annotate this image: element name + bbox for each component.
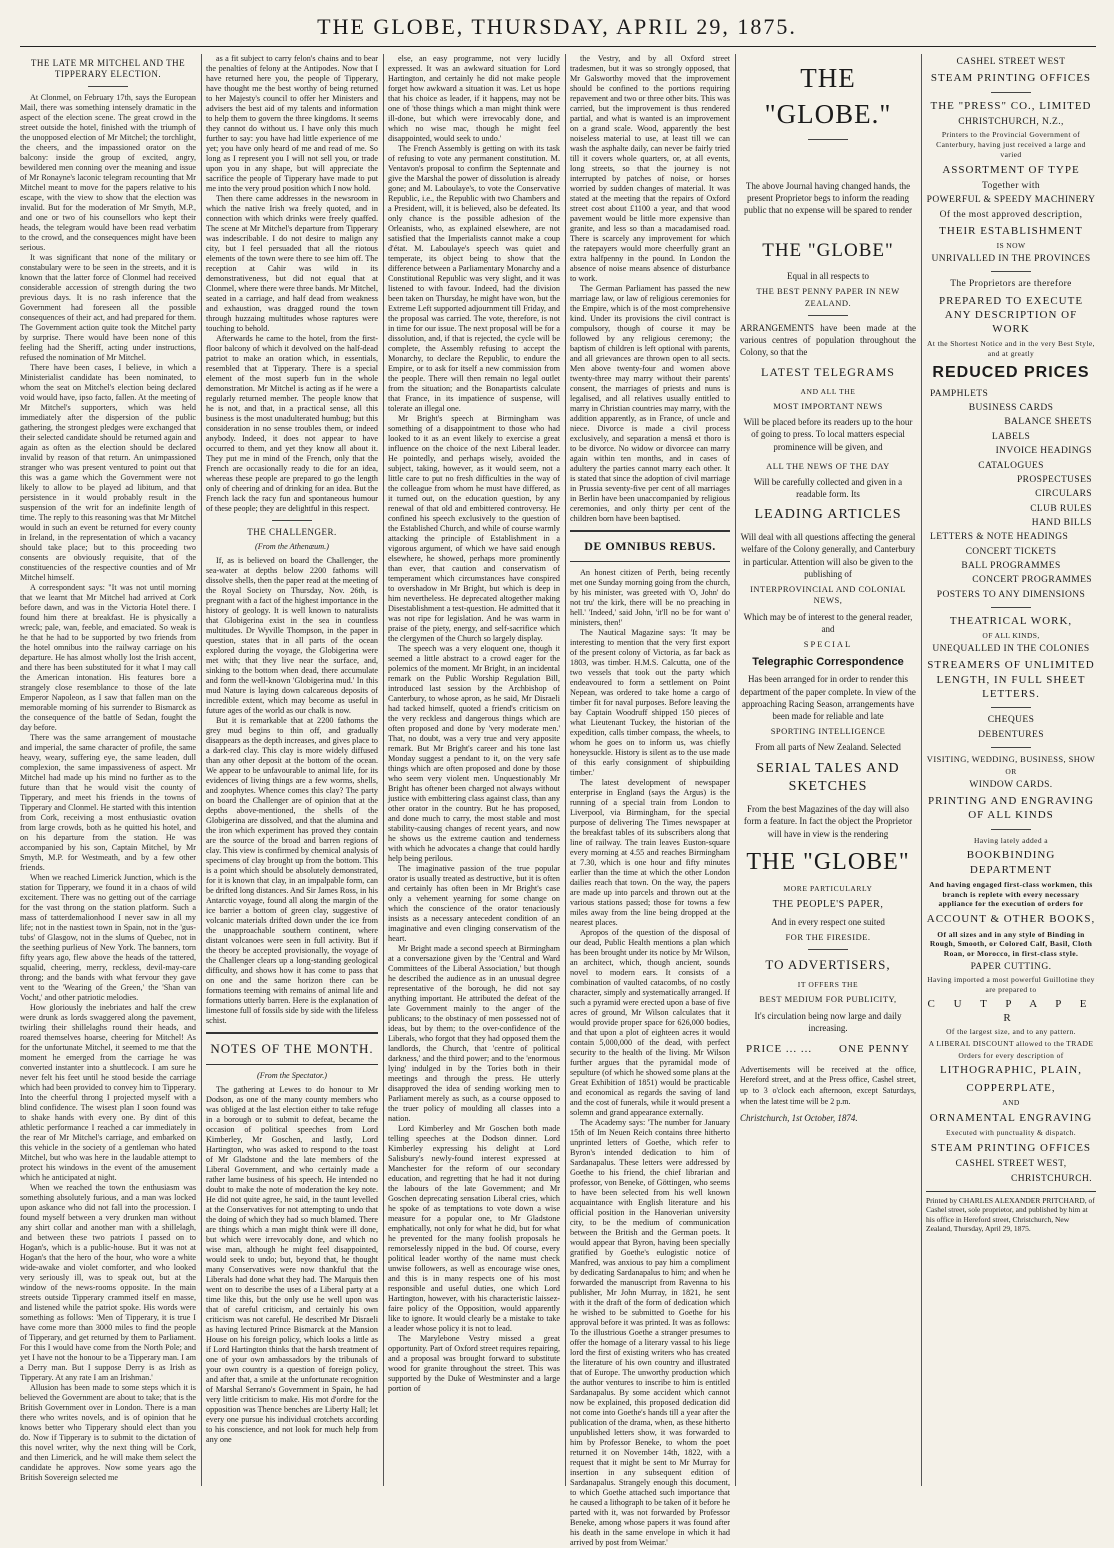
respect-text: And in every respect one suited — [771, 916, 885, 927]
title-rule — [88, 86, 128, 87]
and-text: AND — [1002, 1098, 1020, 1108]
magazines-text: From the best Magazines of the day will also form a feature. In fact the object the Proprietor will have in view is the rendering — [743, 804, 913, 839]
paragraph: At Clonmel, on February 17th, says the European Mail, there was something intensely dramatic in the aspect of the election scene. The great crowd in the street outside the hotel, finished with the triumph of the unopposed election of Mr Mitchel; the torchlight, the cheers, and the impassioned orator on the balcony: inside the group of excited, angry, bewildered men conning over the meaning and issue of Mr Ronayne's laconic telegram recounting that Mr Mitchel meant to move for the papers relative to his escape, with the view to show that the election was invalid. But for the moderation of Mr Smyth, M.P., and one or two of his counsellors who kept their heads, the telegram would have been read verbatim to the crowd, and the consequences might have been serious. — [20, 92, 196, 252]
column-divider — [201, 54, 202, 1486]
service-balance-sheets: BALANCE SHEETS — [1004, 417, 1092, 428]
paragraph: The gathering at Lewes to do honour to Mr Dodson, as one of the many county members who was obliged at the last election either to take refuge in a borough or to submit to defeat, became the occasion of political speeches from Lord Kimberley, Mr Goschen, and lastly, Lord Hartington, who was asked to respond to the toast of Mr Gladstone and the late members of the Liberal Government, and who certainly made a rather lame business of his speech. He intended no doubt to make the note of moderation the key note. He did not quite agree, he said, in the taunt levelled at the Conservatives for not attempting to undo that the doing of which they had so much blamed. There are things which a man might think were ill done, but which were irrevocably done, and which no wise man, although he might feel disappointed, would seek to undo; but, beyond that, he thought many Conservatives were now thankful that the Liberals had done what they had. The Marquis then went on to describe the uses of a Liberal party at a time like this, but the only use he well upon was that of careful criticism, and certainly his own criticism was not careful. He described Mr Disraeli as having lectured Prince Bismarck at the Mansion House on his foreign policy, which looks a little as if Lord Hartington thinks that the harsh treatment of one of your own ambassadors by the tribunals of your own country is a question of foreign policy, and after that, a smile at the unfortunate recognition of Marshal Serrano's Government in Spain, he had very little criticism to make. His mot d'ordre for the opposition was Thence benches are Liberty Hall; let every one pursue his individual crotchets according to his conscience, and not look for much help from any one — [206, 1084, 378, 1444]
special-text: SPECIAL — [803, 639, 853, 650]
paragraph: The French Assembly is getting on with its task of refusing to vote any permanent constitution. M. Ventavon's proposal to confirm the Septennate and give the Marshal the power of dissolution is already gone; and M. Laboulaye's, to vote the Conservative Republic, i.e., the Republic with two Chambers and a President, will, it is believed, also be defeated. Its only chance is the possible adhesion of the Orleanists, who, as explained elsewhere, are not satisfied that the Imperialists cannot make a coup d'état. M. Laboulaye's speech was quiet and temperate, its object being to show that the difference between a Parliamentary Monarchy and a Constitutional Republic was very slight, and it was listened to with favour. Indeed, had the division been taken on Thursday, he might have won, but the Extreme Left supported adjournment till Friday, and the proposal was carried. The vote, therefore, is not in time for our issue. The next proposal will be for a dissolution, and, if that is rejected, the cycle will be complete, the Assembly refusing to accept the Monarchy, to declare the Republic, to endure the Empire, or to ask for itself a new commission from the people. There will then remain no legal outlet from the situation; and the Bonapartists calculate that France, in its impatience of suspense, will tolerate an illegal one. — [388, 144, 560, 413]
leading-articles: LEADING ARTICLES — [754, 507, 902, 523]
dateline: Christchurch, 1st October, 1874. — [740, 1112, 858, 1123]
service-cheques: CHEQUES — [987, 715, 1035, 726]
printing-office-advertisement — [926, 54, 1096, 1486]
binding-text: Of all sizes and in any style of Binding in Rough, Smooth, or Colored Calf, Basil, Cloth Roan, or Morocco, in first-class style. — [929, 929, 1093, 959]
workmen-text: And having engaged first-class workmen, this branch is replete with every necessary appliance for the execution of orders for — [929, 879, 1093, 909]
all-news-text: ALL THE NEWS OF THE DAY — [766, 460, 890, 471]
equal-text: Equal in all respects to — [787, 270, 869, 281]
paragraph: The imaginative passion of the true popular orator is usually treated as destructive, but it is often and certainly has often been in Mr Bright's case only a vehement yearning for some change on which the conscience of the orator tenaciously insists as a necessary antecedent condition of an imaginative and even clinging conservatism of the heart. — [388, 864, 560, 943]
paragraph: There was the same arrangement of moustache and imperial, the same character of profile, the same heavy, weary, suffering eye, the same leaden, dull complexion, the same impassiveness of aspect. Mr Mitchel had made up his mind no further as to the future than that he would visit the county of Tipperary, and meet his friends in the towns of Tipperary and Clonmel. He started with this intention from Cork, receiving a most enthusiastic ovation from large crowds, both as he quitted his hotel, and on his departure from the station. He was accompanied by his son, Captain Mitchel, by Mr Smyth, M.P. for Westmeath, and by a few other friends. — [20, 732, 196, 872]
and-all-text: AND ALL THE — [800, 386, 856, 396]
discount-text: A LIBERAL DISCOUNT allowed to the TRADE — [928, 1038, 1094, 1048]
rule — [991, 707, 1031, 708]
bookbinding-department: BOOKBINDING DEPARTMENT — [966, 849, 1056, 876]
column-divider — [735, 54, 736, 1486]
all-kinds-text: OF ALL KINDS, — [982, 631, 1040, 641]
globe-title-3: THE "GLOBE" — [746, 848, 910, 875]
paragraph: The Academy says: 'The number for January 15th of Im Neuen Reich contains three hitherto unprinted letters of Goethe, which refer to Byron's intended dedication to him of Sardanapalus. These letters were addressed by Goethe to his friend, the chief librarian and professor, von Beneke, of Göttingen, who seems to have been selected from his well known acquaintance with English literature and his official position in the Hanoverian university city, to be the medium of communication between the British and the German poets. It would appear that Byron, having been specially gratified by Goethe's eulogistic notice of Manfred, was anxious to pay him a compliment by dedicating Sardanapalus to him; and when he forwarded the manuscript from Ravenna to his publisher, Mr John Murray, in 1821, he sent with it the draft of the form of dedication which he wished to be submitted to Goethe for his approval before it was printed. It was as follows: To the illustrious Goethe a stranger presumes to offer the homage of a literary vassal to his liege lord the first of existing writers who has created the literature of his own country and illustrated that of Europe. The unworthy production which the author ventures to inscribe to him is entitled Sardanapalus. By some accident which cannot now be explained, this proposed dedication did not come into Goethe's hands till a year after the publication of the drama, when, as these hitherto unpublished letters show, it was forwarded to him by Professor Beneke, to whom the poet returned it on November 14th, 1822, with a request that it might be sent to Mr Murray for insertion in any subsequent edition of Sardanapalus. Strangely enough this document, to which Goethe attached such importance that he caused a lithograph to be taken of it before he parted with it, was not forwarded by Professor Beneke, among whose papers it was found after his death in the same envelope in which it had arrived by post from Weimar.' — [570, 1117, 730, 1547]
masthead — [0, 0, 1114, 42]
from-all-text: From all parts of New Zealand. Selected — [755, 742, 901, 753]
largest-size-text: Of the largest size, and to any pattern. — [946, 1027, 1076, 1037]
article-source: (From the Spectator.) — [257, 1070, 327, 1080]
telegraphic-correspondence: Telegraphic Correspondence — [752, 655, 904, 668]
offers-text: IT OFFERS THE — [797, 979, 859, 989]
masthead-title: THE GLOBE, THURSDAY, APRIL 29, 1875. — [317, 14, 797, 39]
service-concert-tickets: CONCERT TICKETS — [965, 546, 1057, 557]
christchurch: CHRISTCHURCH. — [1011, 1173, 1092, 1184]
reduced-prices: REDUCED PRICES — [932, 363, 1090, 381]
establishment-text: THEIR ESTABLISHMENT — [939, 224, 1083, 237]
price-label: PRICE ... ... — [746, 1042, 813, 1055]
steam-printing-offices: STEAM PRINTING OFFICES — [930, 1141, 1092, 1154]
service-club-rules: CLUB RULES — [1030, 503, 1092, 514]
service-catalogues: CATALOGUES — [978, 460, 1044, 471]
paragraph: Mr Bright made a second speech at Birmingham at a conversazione given by the 'Central and Ward Committees of the Liberal Association,' but though he described the audience as in an unusual degree representative of the borough, he did not say anything important. He attributed the defeat of the late Government mainly to the anger of the publicans; to the obstinacy of men possessed not of ideas, but by them; to the over-confidence of the Liberals, who forgot that they had opposed them the landlords, the Church, that 'centre of political darkness,' and the third power; and to the 'enormous lying' indulged in by the Tories both in their meetings and through the press. He utterly disapproved the idea of sending working men to Parliament merely as such, as a course opposed to the truer policy of moulding all classes into a nation. — [388, 944, 560, 1123]
section-rule — [272, 520, 312, 521]
prepared-text: PREPARED TO EXECUTE ANY DESCRIPTION OF WORK — [938, 294, 1084, 336]
streamers-text: STREAMERS OF UNLIMITED LENGTH, IN FULL SHEET LETTERS. — [927, 659, 1095, 700]
price-value: ONE PENNY — [838, 1042, 910, 1055]
or-text: OR — [1005, 766, 1017, 776]
rule — [808, 139, 848, 140]
paragraph: Apropos of the question of the disposal of our dead, Public Health mentions a plan which has been brought under its notice by Mr Wilson, an architect, which, though ancient, sounds novel to modern ears. It consists of a combination of vaulted catacombs, of no costly character, simply and systematically arranged. If such a pyramid were erected upon a base of five acres of ground, Mr Wilson calculates that it would provide proper space for 626,000 bodies, and that upon a plot of eighteen acres it would contain 5,000,000 of the dead, with perfect security to the health of the living. Mr Wilson further argues that the pyramidal mode of sepulture (of which he showed some plans at the Great Exhibition of 1851) would be practicable and economical as regards the saving of land and the cost of funerals, while it would present a solemn and grand appearance externally. — [570, 927, 730, 1117]
paper-cutting: PAPER CUTTING. — [970, 961, 1052, 972]
paragraph: The latest development of newspaper enterprise in England (says the Argus) is the running of a special train from London to Liverpool, via Birmingham, for the special purpose of delivering The Times newspaper at the breakfast tables of its subscribers along that line of railway. The train leaves Euston-square every morning at 4.55 and reaches Birmingham at 7.30, which is one hour and fifty minutes earlier than the time at which the other London dailies reach that town. On the way, the papers are made up into parcels and thrown out at the various stations passed; those for towns a few miles away from the line being dropped at the nearest places. — [570, 777, 730, 927]
service-circulars: CIRCULARS — [1035, 489, 1092, 500]
office-name: STEAM PRINTING OFFICES — [930, 72, 1092, 85]
paragraph: An honest citizen of Perth, being recently met one Sunday morning going from the church, by his minister, was greeted with 'O, John' do not tru' the kirk, there will be no preaching in hell.' 'Indeed,' said John, 'it'll no be for want o' ministers, then!' — [570, 567, 730, 627]
paragraph: as a fit subject to carry felon's chains and to bear the penalties of felony at the Antipodes. Now that I have returned here you, the people of Tipperary, have thought me the best worthy of being returned to her Majesty's council to offer her Ministers and advisers the best aid of my talents and information to help them to govern the three kingdoms. It seems they cannot do without us. I have only this much further to say: you have had little experience of me yet; you have only heard of me and read of me. So long as I represent you I will not sell you, or trade upon you in any shape, but will appreciate the sacrifice the people of Tipperary have made to put me into the very proud position which I now hold. — [206, 54, 378, 193]
deal-text: Will deal with all questions affecting the general welfare of the Colony generally, and Canterbury in particular. Attention will also be given to the publishing of — [740, 532, 916, 579]
column-divider — [383, 54, 384, 1486]
peoples-paper: THE PEOPLE'S PAPER, — [772, 899, 884, 911]
rule — [991, 829, 1031, 830]
arranged-text: Has been arranged for in order to render this department of the paper complete. In view of the approaching Racing Season, arrangements have been made for reliable and late — [740, 674, 916, 721]
column-4 — [570, 54, 730, 1547]
globe-title: THE "GLOBE." — [764, 63, 892, 130]
paragraph: A correspondent says: "It was not until morning that we learnt that Mr Mitchel had arrived at Cork before dawn, and was in the Victoria Hotel there. I found him there at breakfast. He is physically a wreck; pale, wan, feeble, and emaciated. So weak is he that he had to be supported by two friends from the hotel omnibus into the railway carriage on his departure. He has almost wholly lost the Irish accent, and there has been substituted for it what I may call the American intonation. His features bore a strangely close resemblance to those of the late Emperor Napoleon, as I saw that fallen man on the memorable morning of his surrender to Bismarck as the consequence of the battle of Sedan, fought the day before. — [20, 582, 196, 732]
together-text: Together with — [981, 180, 1041, 191]
collected-text: Will be carefully collected and given in a readable form. Its — [753, 477, 903, 500]
more-text: MORE PARTICULARLY — [783, 884, 873, 894]
placed-text: Will be placed before its readers up to the hour of going to press. To local matters especial prominence will be given, and — [743, 417, 913, 452]
assortment-type: ASSORTMENT OF TYPE — [942, 163, 1080, 176]
office-city: CHRISTCHURCH, N.Z., — [958, 116, 1064, 127]
column-divider — [921, 54, 922, 1486]
ads-text: Advertisements will be received at the office, Hereford street, and at the Press office, Cashel street, up to 3 o'clock each afternoon, except Saturdays, when the latest time will be 2 p.m. — [740, 1064, 916, 1107]
unequalled-text: UNEQUALLED IN THE COLONIES — [932, 643, 1090, 654]
notice-text: At the Shortest Notice and in the very Best Style, and at greatly — [927, 339, 1095, 359]
press-company: THE "PRESS" CO., LIMITED — [930, 99, 1092, 112]
proprietors-text: The Proprietors are therefore — [950, 279, 1072, 290]
service-ball-programmes: BALL PROGRAMMES — [961, 560, 1061, 571]
paragraph: The Marylebone Vestry missed a great opportunity. Part of Oxford street requires repairing, and a proposal was brought forward to substitute wood for granite throughout the street. This was supported by the Duke of Westminster and a large portion of — [388, 1334, 560, 1393]
paragraph: else, an easy programme, not very lucidly expressed. It was an awkward situation for Lord Hartington, and certainly he did not make people forget how awkward a situation it was. Let us hope that his choice as leader, if it happens, may not be one of 'those things which a man might think were ill-done, but which were irrevocably done, and which no wise mac, though he might feel disappointed, would seek to undo.' — [388, 54, 560, 143]
interprovincial-text: INTERPROVINCIAL AND COLONIAL NEWS, — [750, 583, 906, 606]
fireside-text: FOR THE FIRESIDE. — [785, 931, 871, 942]
medium-text: BEST MEDIUM FOR PUBLICITY, — [759, 994, 897, 1005]
orders-text: Orders for every description of — [958, 1050, 1064, 1060]
office-street: CASHEL STREET WEST — [956, 57, 1066, 67]
paragraph: But it is remarkable that at 2200 fathoms the grey mud begins to thin off, and gradually disappears as the depth increases, and gives place to a dark-red clay. This clay is more widely diffused than any other deposit at the bottom of the ocean. We appear to be unfavourable to animal life, for its evidences of living things are a few worms, shells, and zoophytes. Whence comes this clay? The party on board the Challenger are of opinion that at the depths above-mentioned, the shells of the Globigerina are dissolved, and that the alumina and the iron which experiment has proved they contain are the source of the broad and barren regions of clay. This view is confirmed by chemical analysis of specimens of clay brought up from the bottom. This is a point which should be absolutely demonstrated, for it is known that clay, in an impalpable form, can be drifted long distances. And Sir James Ross, in his Antarctic voyage, found all along the margin of the ice barrier a bottom of green clay, suggestive of volcanic materials drifted down under the ice from the unapproachable southern continent, where distant volcanoes were seen in full activity. But if the theory be accepted provisionally, the voyage of the Challenger clears up a long-standing geological difficulty, and shows how it has come to pass that on one and the same horizon there can be formations teeming with remains of animal life and formations utterly barren. Here is the explanation of limestone full of fossils side by side with the lifeless schist. — [206, 715, 378, 1025]
serial-tales: SERIAL TALES AND SKETCHES — [756, 760, 900, 795]
service-invoice-headings: INVOICE HEADINGS — [995, 446, 1092, 457]
paragraph: Afterwards he came to the hotel, from the first-floor balcony of which it devolved on the half-dead patriot to make an oration which, in essentials, resembled that at Tipperary. There is a special element of the most superb fun in the whole demonstration. Mr Mitchel is acting as if he were a regularly returned member. The people know that he is not, and that, in a practical sense, all this business is the most unadulterated humbug; but this consideration in no sense troubles them, or indeed anybody. Indeed, it does not appear to have occurred to them, and yet they know all about it. They put me in mind of the French, only that the French are occasionally ready to die for an idea, whereas these people are prepared to go the length only of cheering and of drinking for an idea. But the French lack the racy fun and spontaneous humour of these people; they are delightful in this respect. — [206, 334, 378, 513]
globe-title-2: THE "GLOBE" — [762, 240, 894, 262]
column-2 — [206, 54, 378, 1486]
rule — [991, 92, 1031, 93]
paragraph: There have been cases, I believe, in which a Ministerialist candidate has been nominated, to whom the seat on Mitchel's election being declared void would have, ipso facto, fallen. At the meeting of Mr Mitchel's supporters, which was held immediately after the dispersion of the public gathering, the strongest pledges were exchanged that their selected candidate should be returned again and again as often as the election should be declared invalid by reason of that return. An unimpassioned stranger who was present ventured to point out that this was a game which the Government were not likely to allow to be played ad libitum, and that persistence in it would probably result in the suspension of the writ for an indefinite length of time. The reply to this reasoning was that Mr Mitchel would in such an event be returned for every county in Ireland, in the representation of which a vacancy should take place; but to this proceeding two consents are obviously requisite, that of the constituencies of the respective counties and of Mr Mitchel himself. — [20, 362, 196, 582]
important-news: MOST IMPORTANT NEWS — [773, 400, 883, 411]
copperplate-text: COPPERPLATE, — [966, 1081, 1056, 1094]
printing-engraving: PRINTING AND ENGRAVING OF ALL KINDS — [927, 795, 1095, 822]
paragraph: Allusion has been made to some steps which it is believed the Government are about to take; that is the British Government over in London. There is a man there who writes novels, and is of opinion that he knows better who Tipperary should elect than you do. Now if Tipperary is to submit to the dictation of this novel writer, why the next thing will be Cork, and then Limerick, and he will make them select the candidate he approves. Now some years ago the British Sovereign selected me — [20, 1382, 196, 1482]
article-title-mitchel: THE LATE MR MITCHEL AND THE TIPPERARY ELECTION. — [30, 58, 186, 79]
paragraph: When we reached Limerick Junction, which is the station for Tipperary, we found it in a chaos of wild excitement. There was no getting out of the carriage for the vast throng on the station platform. Such a mass of tatterdemalionhood I never saw in all my life; not in the nastiest town in Spain, not in the 'gus-tubs' of Glasgow, not in the slums of Quebec, not in the seething purlieus of New York. The banners, torn fifty years ago, flew above the heads of the tattered, squalid, cheering, merry, reckless, devil-may-care throng; and the bands with what fervour they gave vent to the 'Wearing of the Green,' the 'Shan van Vocht,' and other patriotic melodies. — [20, 872, 196, 1002]
article-source: (From the Athenæum.) — [255, 541, 329, 551]
printers-text: Printers to the Provincial Government of Canterbury, having just received a large and varied — [936, 130, 1086, 159]
service-prospectuses: PROSPECTUSES — [1016, 474, 1092, 485]
article-title-notes: NOTES OF THE MONTH. — [210, 1040, 374, 1056]
masthead-rule — [20, 46, 1096, 47]
globe-intro: The above Journal having changed hands, the present Proprietor begs to inform the reading public that no expense will be spared to render — [744, 180, 912, 216]
theatrical-work: THEATRICAL WORK, — [949, 614, 1073, 627]
column-1 — [20, 54, 196, 1486]
service-labels: LABELS — [991, 431, 1031, 442]
ornamental-engraving: ORNAMENTAL ENGRAVING — [929, 1111, 1093, 1124]
paragraph: How gloriously the inebriates and half the crew were drunk as lords swaggered along the pavement, twirling their shillelaghs round their heads, and roared themselves hoarse, cheering for Mitchel! As for the unfortunate Mitchel, it seemed to me that the moment he emerged from the carriage he was converted instanter into a shuttlecock. I am sure he never felt his feet until he stood beside the carriage which had been provided to convey him to Tipperary. Into the cheerful throng I projected myself with a blind confidence. The wisest plan I soon found was to shake hands with every one. By dint of this athletic performance I reached a car immediately in the rear of Mr Mitchel's carriage, and embarked on this vehicle in the society of a gentleman who hated Mitchel, but who was here in the laudable attempt to protect his windows in the event of the amusement which he anticipated at night. — [20, 1002, 196, 1182]
guillotine-text: Having imported a most powerful Guillotine they are prepared to — [927, 975, 1095, 994]
paragraph: Mr Bright's speech at Birmingham was something of a disappointment to those who had looked to it as an event likely to exercise a great influence on the choice of the next Liberal leader. He pointedly, and perhaps wisely, avoided the subject, taking, however, as it would seem, not a little care to put no fresh difficulties in the way of the colleague from whom he must have differed, as it turned out, on the education question, by any renewal of that old and embittered controversy. He confined his speech exclusively to the question of the Established Church, and while of course warmly attacking the principle of Establishment in a vigorous argument, of which we have said enough elsewhere, he showed, perhaps more prominently than ever, that caution and conservatism of temperament which circumstances have conspired to overshadow in Mr Bright, but which is deep in him nevertheless. He deprecated altogether making Disestablishment a test-question. He admitted that it was not ripe for legislation. And he was warm in praise of the piety, energy, and self-sacrifice which the clergymen of the Church so largely display. — [388, 414, 560, 643]
article-title-rebus: DE OMNIBUS REBUS. — [584, 539, 716, 553]
circulation-text: It's circulation being now large and daily increasing. — [754, 1010, 902, 1033]
service-posters: POSTERS TO ANY DIMENSIONS — [936, 589, 1086, 600]
punctuality-text: Executed with punctuality & dispatch. — [946, 1128, 1076, 1138]
service-hand-bills: HAND BILLS — [1031, 517, 1092, 528]
globe-advertisement — [740, 54, 916, 1486]
service-business-cards: BUSINESS CARDS — [968, 403, 1054, 414]
rule — [991, 747, 1031, 748]
service-letter-headings: LETTERS & NOTE HEADINGS — [930, 532, 1069, 543]
column-divider — [565, 54, 566, 1486]
paragraph: the Vestry, and by all Oxford street tradesmen, but it was so strongly opposed, that Mr Galsworthy moved that the improvement should be confined to the portions requiring repavement and two or three other bits. This was carried, but the improvement is thus rendered partial, and what is wanted is an improvement on a grand scale. Wood, apparently the best noiseless material to use, at least till we can wash the asphalte daily, can never be fairly tried till it covers whole quarters, or, at all events, long streets, so that the journey is not interrupted by patches of noise, or horses worried by sudden changes of material. It was stated at the meeting that the repairs of Oxford street cost about £1100 a year, and that wood pavement would be little more expensive than granite, and less so than a macadamised road. There is scarcely any improvement for which the ratepayers would more cheerfully grant an extra halfpenny in the pound. In London the absence of noise means absence of disturbance to work. — [570, 54, 730, 283]
is-now-text: IS NOW — [996, 241, 1026, 251]
account-books: ACCOUNT & OTHER BOOKS, — [926, 913, 1096, 926]
machinery-text: POWERFUL & SPEEDY MACHINERY — [926, 195, 1096, 206]
service-concert-programmes: CONCERT PROGRAMMES — [972, 575, 1092, 586]
cut-paper: C U T P A P E R — [927, 997, 1095, 1024]
paragraph: When we reached the town the enthusiasm was something absolutely furious, and a man was locked upon askance who did not fall into the procession. I found myself between a very drunken man without any shirt collar and another man with a shillelagh, and between these two patriots I passed on to Hogan's, which is a public-house. But it was not at Hogan's that the hero of the hour, who wore a white wide-awake and violet comforter, and who looked very seriously ill, was to speak out, but at the window of the news-rooms opposite. In the main streets outside Tipperary crammed itself en masse, and listened while the patriot spoke. His words were something as follows: 'Men of Tipperary, it is true I have come more than 3000 miles to find the people of Tipperary, and get returned by them to Parliament. For this I would have come from the North Pole; and yet I have not the honour to be a Tipperary man. I am a Derry man. But I suppose Derry is as Irish as Tipperary. At any rate I am an Irishman.' — [20, 1182, 196, 1382]
paragraph: The German Parliament has passed the new marriage law, or law of religious ceremonies for the Empire, which is of the most comprehensive kind. Under its provisions the civil contract is compulsory, though of course it may be followed by any religious ceremony; the baptism of children is left optional with parents, and all grievances are thrown open to all sects. Men above twenty-four and women above twenty-three may marry without their parents' consent, the marriages of priests and nuns is legalised, and all relatives usually entitled to marry in Christian countries may marry, with the addition apparently, as in France, of uncle and niece. Divorce is made a civil process exclusively, and separation a mensâ et thoro is to be divorce. No widow or divorcee can marry again within ten months, and in cases of adultery the parties cannot marry each other. It is stated that since the adoption of civil marriage in Prussia seventy-five per cent of all marriages in Berlin have been unaccompanied by religious ceremonies, and only thirty per cent of the children born have been baptised. — [570, 284, 730, 523]
unrivalled-text: UNRIVALLED IN THE PROVINCES — [931, 253, 1091, 264]
column-3 — [388, 54, 560, 1486]
paragraph: Then there came addresses in the newsroom in which the native Irish wa freely quoted, and in connection with which drinks were freely quaffed. The scene at Mr Mitchel's departure from Tipperary was indescribable. I do not desire to malign any city, but I feel persuaded that all the riotous elements of the town were there to see him off. The reception at Cahir was wild in its demonstrativeness, but did not equal that at Clonmel, where there were three bands. Mr Mitchel, seated in a carriage, and half dead from weakness and exhaustion, was dragged round the town through huzzaing multitudes whose raptures were touching to behold. — [206, 194, 378, 333]
rule — [808, 315, 848, 316]
price-line — [746, 1042, 910, 1057]
cashel-street: CASHEL STREET WEST, — [955, 1159, 1067, 1170]
window-cards: WINDOW CARDS. — [969, 779, 1053, 790]
paragraph: Lord Kimberley and Mr Goschen both made telling speeches at the Dodson dinner. Lord Kimberley expressing his delight at Lord Salisbury's newly-found interest expressed at Manchester for the reform of our secondary education, and regretting that he had it not during the labours of the late Government; and Mr Goschen deprecating sensation Liberal cries, which he spoke of as temptations to vote down a wise measure for a popular one, to Mr Gladstone emphatically, not only for what he did, but for what he prevented for the many foolish proposals he remorselessly nipped in the bud. Of course, every political leader worthy of the name must check unwise followers, as well as encourage wise ones, and this is in many respects one of his most responsible and useful duties, one which Lord Hartington, however, with his characteristic laissez-faire policy of the Opposition, would apparently like to ignore. It would clearly be a mistake to take a leader whose policy it is not to lead. — [388, 1124, 560, 1333]
latest-telegrams: LATEST TELEGRAMS — [761, 365, 895, 380]
approved-text: Of the most approved description, — [939, 209, 1083, 220]
lithographic-text: LITHOGRAPHIC, PLAIN, — [940, 1064, 1082, 1077]
interest-text: Which may be of interest to the general reader, and — [743, 611, 913, 634]
paragraph: If, as is believed on board the Challenger, the sea-water at depths below 2200 fathoms will dissolve shells, then the paper read at the meeting of the Royal Society on Thursday, Nov. 26th, is pregnant with a fact of the highest importance in the history of geology. It is well known to naturalists that Globigerina exist in the sea in countless multitudes. Dr Wyville Thompson, in the paper in question, states that in all parts of the ocean explored during the voyage, the Globigerina were met with; that they live near the surface, and, sinking to the bottom when dead, there accumulate and form the well-known 'Globigerina mud.' In this mud Nature is laying down calcareous deposits of incredible extent, which may become as useful in future ages of the world as our chalk is now. — [206, 555, 378, 715]
cards-text: VISITING, WEDDING, BUSINESS, SHOW — [926, 753, 1096, 764]
paragraph: The speech was a very eloquent one, though it seemed a little abstract to a crowd eager for the polemics of the moment. Mr Bright, in an incidental remark on the Public Worship Regulation Bill, introduced last session by the Archbishop of Canterbury, to whose apron, as he said, Mr Disraeli had tacked himself, quoted a friend's criticism on the very reckless and dangerous things which are often proposed and done by 'very moderate men.' That, no doubt, was a very true and very apposite remark. But Mr Bright's career and his tone last Monday suggest a pendant to it, on the very safe things which are often proposed and done by those who seem very violent men. Unquestionably Mr Bright has oftener been charged not always without justice with embittering class against class, than any other orator in the country. But he has proposed, and done much to carry, the most stable and most stability-causing changes of recent years, and now he shows us the extreme caution and tenderness with which he advocates a change that could hardly help being perilous. — [388, 644, 560, 863]
sporting-text: SPORTING INTELLIGENCE — [770, 725, 886, 736]
paragraph: It was significant that none of the military or constabulary were to be seen in the streets, and it is known that the latter force of Clonmel had received considerable accession of strength during the two previous days. It is no rash inference that the Government had foreseen all the possible consequences of their act, and had prepared for them. The Government action quite took the Mitchel party by surprise. There would have been none of this feeling had the Sheriff, acting under instructions, refused the nomination of Mr Mitchel. — [20, 252, 196, 362]
paragraph: The Nautical Magazine says: 'It may be interesting to mention that the very first export of the present colony of Victoria, as far back as 1803, was timber. H.M.S. Calcutta, one of the two vessels that took out the party which endeavoured to form a settlement on Point Nepean, was ordered to take home a cargo of timber fit for naval purposes. Before leaving the bay Captain Woodruff shipped 150 pieces of what Lieutenant Tuckey, the historian of the expedition, calls timber compass, the wheels, to whom he goes on to inform us, was chiefly honeysuckle. History is silent as to the use made of this early consignment of shipbuilding timber.' — [570, 627, 730, 777]
rule — [991, 271, 1031, 272]
best-paper-text: THE BEST PENNY PAPER IN NEW ZEALAND. — [756, 286, 900, 308]
rule — [991, 607, 1031, 608]
service-pamphlets: PAMPHLETS — [930, 388, 989, 399]
imprint: Printed by CHARLES ALEXANDER PRITCHARD, of Cashel street, sole proprietor, and published by him at his office in Hereford street, Christchurch, New Zealand, Thursday, April 29, 1875. — [926, 1191, 1096, 1234]
to-advertisers: TO ADVERTISERS, — [765, 957, 891, 973]
service-debentures: DEBENTURES — [978, 729, 1044, 740]
rule — [808, 949, 848, 950]
article-title-challenger: THE CHALLENGER. — [247, 527, 337, 537]
lately-added-text: Having lately added a — [974, 835, 1048, 845]
arrangements-text: ARRANGEMENTS have been made at the various centres of population throughout the Colony, so that the — [740, 323, 916, 358]
